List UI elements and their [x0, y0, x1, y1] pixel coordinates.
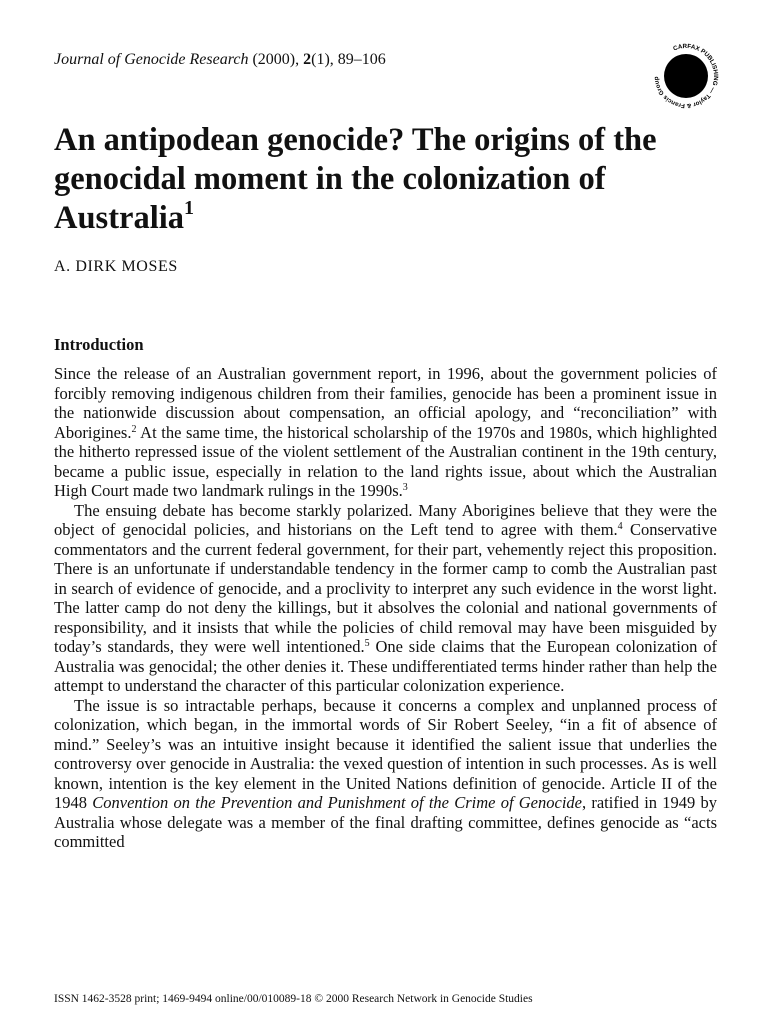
italic-text: Convention on the Prevention and Punishment of the Crime of Genocide [92, 793, 582, 812]
article-title-text: An antipodean genocide? The origins of the genocidal moment in the colonization of Australia [54, 122, 657, 236]
journal-volume: 2 [303, 51, 312, 68]
journal-name: Journal of Genocide Research [54, 51, 249, 68]
paragraph-text: Conservative commentators and the current federal government, for their part, vehemently reject this proposition. There is an unfortunate if understandable tendency in the former camp to comb the Australian past in search of evidence of genocide, and a proclivity to interpret any such evidence in the worst light. The latter camp do not deny the killings, but it absolves the colonial and national governments of responsibility, and it insists that while the policies of child removal may have been misguided by today’s standards, they were well intentioned. [54, 520, 717, 656]
issn-footer: ISSN 1462-3528 print; 1469-9494 online/00/010089-18 © 2000 Research Network in Genocide Studies [54, 993, 533, 1005]
footnote-marker: 5 [364, 638, 370, 649]
paragraph-text: The ensuing debate has become starkly polarized. Many Aborigines believe that they were the object of genocidal policies, and historians on the Left tend to agree with them. [54, 500, 717, 539]
paragraph-text: One side claims that the European colonization of Australia was genocidal; the other denies it. These undifferentiated terms hinder rather than help the attempt to understand the character of this particular colonization experience. [54, 637, 717, 695]
section-heading: Introduction [54, 335, 144, 354]
publisher-seal-icon [650, 40, 722, 112]
footnote-marker: 4 [617, 521, 623, 532]
svg-text:CARFAX PUBLISHING — Taylor & F: CARFAX PUBLISHING — Taylor & Francis Group [652, 42, 720, 110]
paragraph-text: Since the release of an Australian government report, in 1996, about the government policies of forcibly removing indigenous children from their families, genocide has been a prominent issue in the nationwide discussion about compensation, an official apology, and “reconciliation” with Aborigines. [54, 364, 717, 442]
body-text [54, 364, 717, 852]
journal-year: (2000), [252, 51, 300, 68]
journal-citation [54, 51, 386, 69]
author-name: A. DIRK MOSES [54, 258, 178, 275]
body-paragraph [54, 364, 717, 501]
paragraph-text: At the same time, the historical scholarship of the 1970s and 1980s, which highlighted the hitherto repressed issue of the violent settlement of the Australian continent in the 19th century, became a public issue, especially in relation to the land rights issue, about which the Australian High Court made two landmark rulings in the 1990s. [54, 422, 717, 500]
body-paragraph [54, 501, 717, 696]
title-footnote-marker: 1 [184, 197, 194, 219]
journal-issue-pages: (1), 89–106 [311, 51, 386, 68]
footnote-marker: 3 [402, 482, 408, 493]
paragraph-text: , ratified in 1949 by Australia whose delegate was a member of the final drafting committee, defines genocide as “acts committed [54, 793, 717, 851]
paragraph-text: The issue is so intractable perhaps, because it concerns a complex and unplanned process of colonization, which began, in the immortal words of Sir Robert Seeley, “in a fit of absence of mind.” Seeley’s was an intuitive insight because it identified the salient issue that underlies the controversy over genocide in Australia: the vexed question of intention in such processes. As is well known, intention is the key element in the United Nations definition of genocide. Article II of the 1948 [54, 695, 717, 812]
footnote-marker: 2 [131, 423, 137, 435]
body-paragraph [54, 696, 717, 852]
article-title [54, 121, 734, 238]
